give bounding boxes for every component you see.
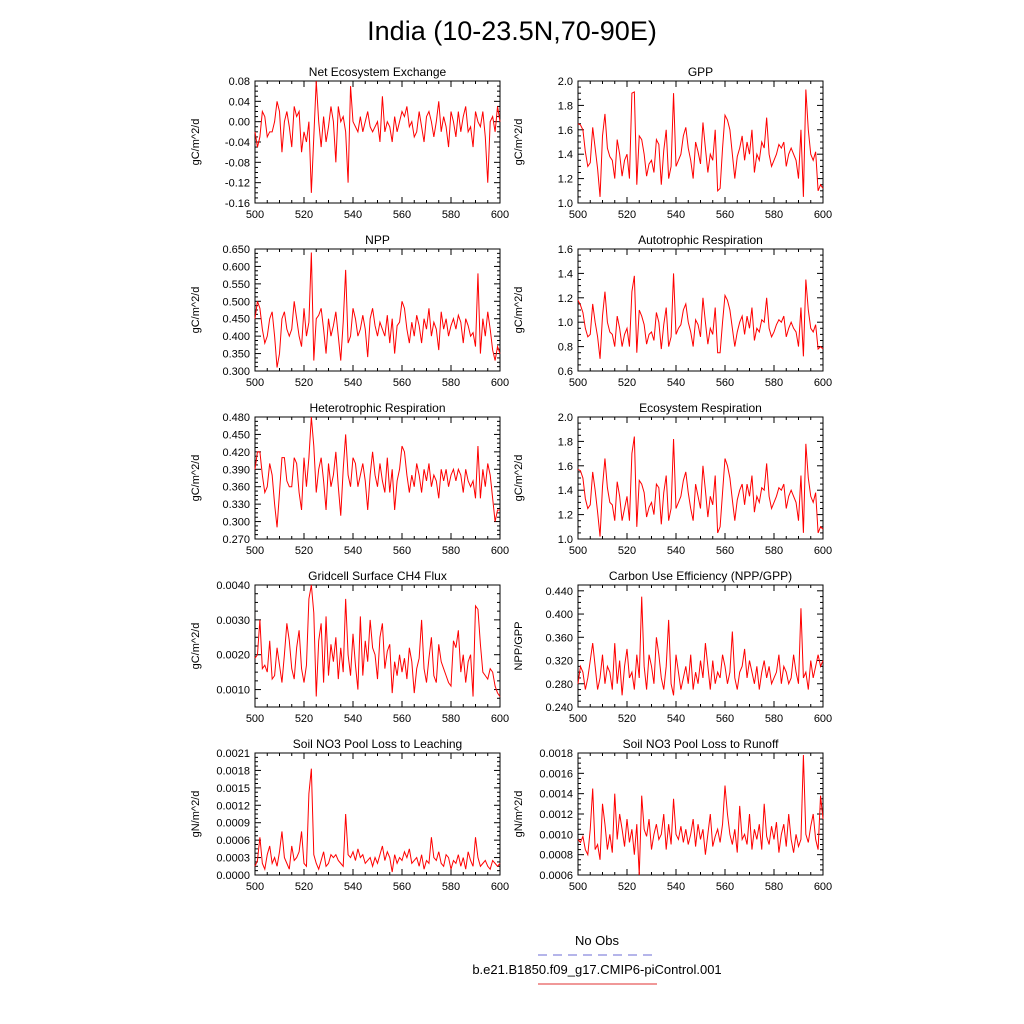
x-tick-label: 520 <box>294 881 314 893</box>
x-tick-label: 500 <box>245 881 265 893</box>
x-tick-label: 580 <box>764 209 784 221</box>
y-tick-label: 0.0010 <box>539 829 573 842</box>
legend-label-model: b.e21.B1850.f09_g17.CMIP6-piControl.001 <box>472 962 722 977</box>
y-tick-label: 1.8 <box>557 436 573 449</box>
y-tick-label: 0.300 <box>222 366 250 378</box>
panel-title: Ecosystem Respiration <box>639 401 762 415</box>
x-tick-label: 560 <box>715 881 735 893</box>
x-tick-label: 540 <box>343 545 363 557</box>
y-tick-label: 0.08 <box>228 76 250 88</box>
y-tick-label: 0.0021 <box>216 748 250 760</box>
x-tick-label: 500 <box>245 545 265 557</box>
series-line <box>255 81 500 193</box>
x-tick-label: 500 <box>568 713 588 725</box>
x-tick-label: 600 <box>813 713 833 725</box>
y-tick-label: 0.300 <box>222 516 250 529</box>
y-tick-label: 0.0009 <box>216 817 250 830</box>
x-tick-label: 520 <box>617 545 637 557</box>
x-tick-label: 580 <box>441 209 461 221</box>
y-axis-label: gC/m^2/d <box>190 454 202 502</box>
x-tick-label: 500 <box>245 209 265 221</box>
x-tick-label: 600 <box>813 881 833 893</box>
chart-panel-10 <box>513 737 832 893</box>
y-tick-label: 0.480 <box>222 412 250 424</box>
x-tick-label: 560 <box>392 881 412 893</box>
series-line <box>255 769 500 872</box>
y-tick-label: 0.360 <box>545 632 573 645</box>
x-tick-label: 520 <box>294 545 314 557</box>
y-tick-label: 0.0020 <box>216 649 250 662</box>
series-line <box>578 755 823 875</box>
page-title: India (10-23.5N,70-90E) <box>367 16 657 46</box>
x-tick-label: 520 <box>617 377 637 389</box>
plot-frame <box>578 249 823 371</box>
series-line <box>578 437 823 537</box>
x-tick-label: 520 <box>617 713 637 725</box>
x-tick-label: 600 <box>490 377 510 389</box>
y-tick-label: 0.500 <box>222 296 250 309</box>
x-tick-label: 500 <box>568 545 588 557</box>
x-tick-label: 520 <box>294 377 314 389</box>
x-tick-label: 580 <box>764 545 784 557</box>
x-tick-label: 600 <box>490 209 510 221</box>
x-tick-label: 540 <box>666 545 686 557</box>
y-tick-label: 0.360 <box>222 481 250 494</box>
y-tick-label: 0.320 <box>545 655 573 668</box>
series-line <box>578 90 823 197</box>
x-tick-label: 540 <box>343 209 363 221</box>
x-tick-label: 540 <box>666 377 686 389</box>
y-tick-label: 0.280 <box>545 678 573 691</box>
y-tick-label: 1.6 <box>557 244 573 256</box>
y-tick-label: -0.04 <box>224 137 250 149</box>
x-tick-label: 500 <box>245 377 265 389</box>
series-line <box>578 597 823 696</box>
x-tick-label: 540 <box>666 209 686 221</box>
x-tick-label: 520 <box>294 209 314 221</box>
y-tick-label: 1.2 <box>557 173 573 186</box>
y-tick-label: 0.0012 <box>216 800 250 813</box>
x-tick-label: 580 <box>441 881 461 893</box>
y-tick-label: 0.0006 <box>539 870 573 882</box>
y-tick-label: 1.6 <box>557 124 573 137</box>
x-tick-label: 560 <box>715 713 735 725</box>
panel-grid <box>190 65 832 893</box>
y-tick-label: 1.6 <box>557 460 573 473</box>
plot-frame <box>255 753 500 875</box>
x-tick-label: 540 <box>666 713 686 725</box>
y-tick-label: 0.450 <box>222 429 250 442</box>
x-tick-label: 560 <box>715 209 735 221</box>
y-tick-label: 0.0018 <box>216 765 250 778</box>
y-tick-label: -0.16 <box>224 198 250 210</box>
y-axis-label: gC/m^2/d <box>190 622 202 670</box>
legend-label-obs: No Obs <box>574 933 620 948</box>
panel-title: Autotrophic Respiration <box>638 233 763 247</box>
panel-title: NPP <box>365 233 390 247</box>
plot-frame <box>255 585 500 707</box>
x-tick-label: 560 <box>392 209 412 221</box>
x-tick-label: 560 <box>715 545 735 557</box>
y-tick-label: 0.0040 <box>216 580 250 592</box>
y-tick-label: 0.650 <box>222 244 250 256</box>
x-tick-label: 600 <box>813 545 833 557</box>
y-tick-label: 0.240 <box>545 702 573 714</box>
y-tick-label: 1.4 <box>557 149 573 162</box>
x-tick-label: 600 <box>490 881 510 893</box>
y-axis-label: gC/m^2/d <box>513 286 525 334</box>
x-tick-label: 580 <box>441 377 461 389</box>
panel-title: Net Ecosystem Exchange <box>308 65 447 79</box>
x-tick-label: 540 <box>666 881 686 893</box>
y-axis-label: gC/m^2/d <box>513 454 525 502</box>
x-tick-label: 560 <box>392 545 412 557</box>
x-tick-label: 500 <box>568 209 588 221</box>
x-tick-label: 580 <box>441 545 461 557</box>
y-tick-label: 0.330 <box>222 499 250 512</box>
y-tick-label: 0.8 <box>557 341 573 354</box>
chart-panel-1 <box>190 65 509 221</box>
y-axis-label: gC/m^2/d <box>190 286 202 334</box>
chart-panel-6 <box>513 401 832 557</box>
panel-title: Soil NO3 Pool Loss to Runoff <box>622 737 779 751</box>
x-tick-label: 580 <box>764 713 784 725</box>
panel-title: Carbon Use Efficiency (NPP/GPP) <box>608 569 793 583</box>
series-line <box>255 417 500 527</box>
plot-frame <box>578 753 823 875</box>
y-tick-label: 0.0010 <box>216 684 250 697</box>
x-tick-label: 500 <box>245 713 265 725</box>
chart-panel-8 <box>513 569 832 725</box>
x-tick-label: 500 <box>568 377 588 389</box>
y-axis-label: gC/m^2/d <box>513 118 525 166</box>
y-tick-label: 1.8 <box>557 100 573 113</box>
y-axis-label: gN/m^2/d <box>513 790 525 838</box>
y-tick-label: 0.270 <box>222 534 250 546</box>
y-tick-label: 0.400 <box>222 331 250 344</box>
x-tick-label: 600 <box>813 377 833 389</box>
chart-panel-4 <box>513 233 832 389</box>
x-tick-label: 560 <box>392 377 412 389</box>
plot-frame <box>255 417 500 539</box>
x-tick-label: 600 <box>490 545 510 557</box>
y-tick-label: 0.440 <box>545 585 573 598</box>
y-tick-label: 0.420 <box>222 446 250 459</box>
y-tick-label: 0.550 <box>222 278 250 291</box>
y-tick-label: 0.0016 <box>539 768 573 781</box>
panel-title: Soil NO3 Pool Loss to Leaching <box>292 737 463 751</box>
series-line <box>255 252 500 367</box>
y-tick-label: 0.0012 <box>539 809 573 821</box>
x-tick-label: 540 <box>343 713 363 725</box>
chart-panel-5 <box>190 401 509 557</box>
y-tick-label: 1.2 <box>557 292 573 305</box>
plot-frame <box>255 249 500 371</box>
y-tick-label: 2.0 <box>557 412 573 424</box>
y-tick-label: 1.0 <box>557 198 573 210</box>
y-tick-label: 0.350 <box>222 348 250 361</box>
x-tick-label: 560 <box>392 713 412 725</box>
series-line <box>255 585 500 697</box>
y-tick-label: 0.0006 <box>216 835 250 848</box>
panel-title: Gridcell Surface CH4 Flux <box>308 569 447 583</box>
y-tick-label: 0.00 <box>228 116 250 129</box>
y-tick-label: 0.6 <box>557 366 573 378</box>
chart-panel-9 <box>190 737 509 893</box>
y-tick-label: 1.0 <box>557 317 573 330</box>
y-tick-label: -0.08 <box>224 157 250 170</box>
x-tick-label: 500 <box>568 881 588 893</box>
x-tick-label: 600 <box>490 713 510 725</box>
x-tick-label: 520 <box>617 881 637 893</box>
chart-panel-7 <box>190 569 509 725</box>
y-tick-label: 0.0018 <box>539 748 573 760</box>
y-tick-label: 1.4 <box>557 268 573 281</box>
y-axis-label: gN/m^2/d <box>190 790 202 838</box>
y-tick-label: 1.0 <box>557 534 573 546</box>
y-tick-label: 0.0000 <box>216 870 250 882</box>
y-tick-label: 0.400 <box>545 609 573 622</box>
x-tick-label: 520 <box>294 713 314 725</box>
y-tick-label: 0.0015 <box>216 782 250 795</box>
panel-title: GPP <box>687 65 714 79</box>
y-tick-label: 0.0008 <box>539 849 573 862</box>
y-tick-label: 1.4 <box>557 485 573 498</box>
x-tick-label: 600 <box>813 209 833 221</box>
chart-panel-3 <box>190 233 509 389</box>
y-axis-label: gC/m^2/d <box>190 118 202 166</box>
x-tick-label: 520 <box>617 209 637 221</box>
x-tick-label: 580 <box>441 713 461 725</box>
y-axis-label: NPP/GPP <box>513 621 525 671</box>
chart-panel-2 <box>513 65 832 221</box>
y-tick-label: 2.0 <box>557 76 573 88</box>
panel-title: Heterotrophic Respiration <box>309 401 446 415</box>
y-tick-label: 0.0030 <box>216 614 250 627</box>
y-tick-label: 0.0003 <box>216 852 250 865</box>
series-line <box>578 273 823 358</box>
plot-frame <box>578 81 823 203</box>
y-tick-label: 0.04 <box>228 96 250 109</box>
x-tick-label: 560 <box>715 377 735 389</box>
y-tick-label: -0.12 <box>224 177 250 190</box>
x-tick-label: 580 <box>764 881 784 893</box>
x-tick-label: 580 <box>764 377 784 389</box>
y-tick-label: 0.0014 <box>539 788 573 801</box>
y-tick-label: 0.390 <box>222 464 250 477</box>
x-tick-label: 540 <box>343 377 363 389</box>
legend <box>472 933 721 984</box>
y-tick-label: 0.600 <box>222 261 250 274</box>
x-tick-label: 540 <box>343 881 363 893</box>
y-tick-label: 1.2 <box>557 509 573 522</box>
y-tick-label: 0.450 <box>222 313 250 326</box>
